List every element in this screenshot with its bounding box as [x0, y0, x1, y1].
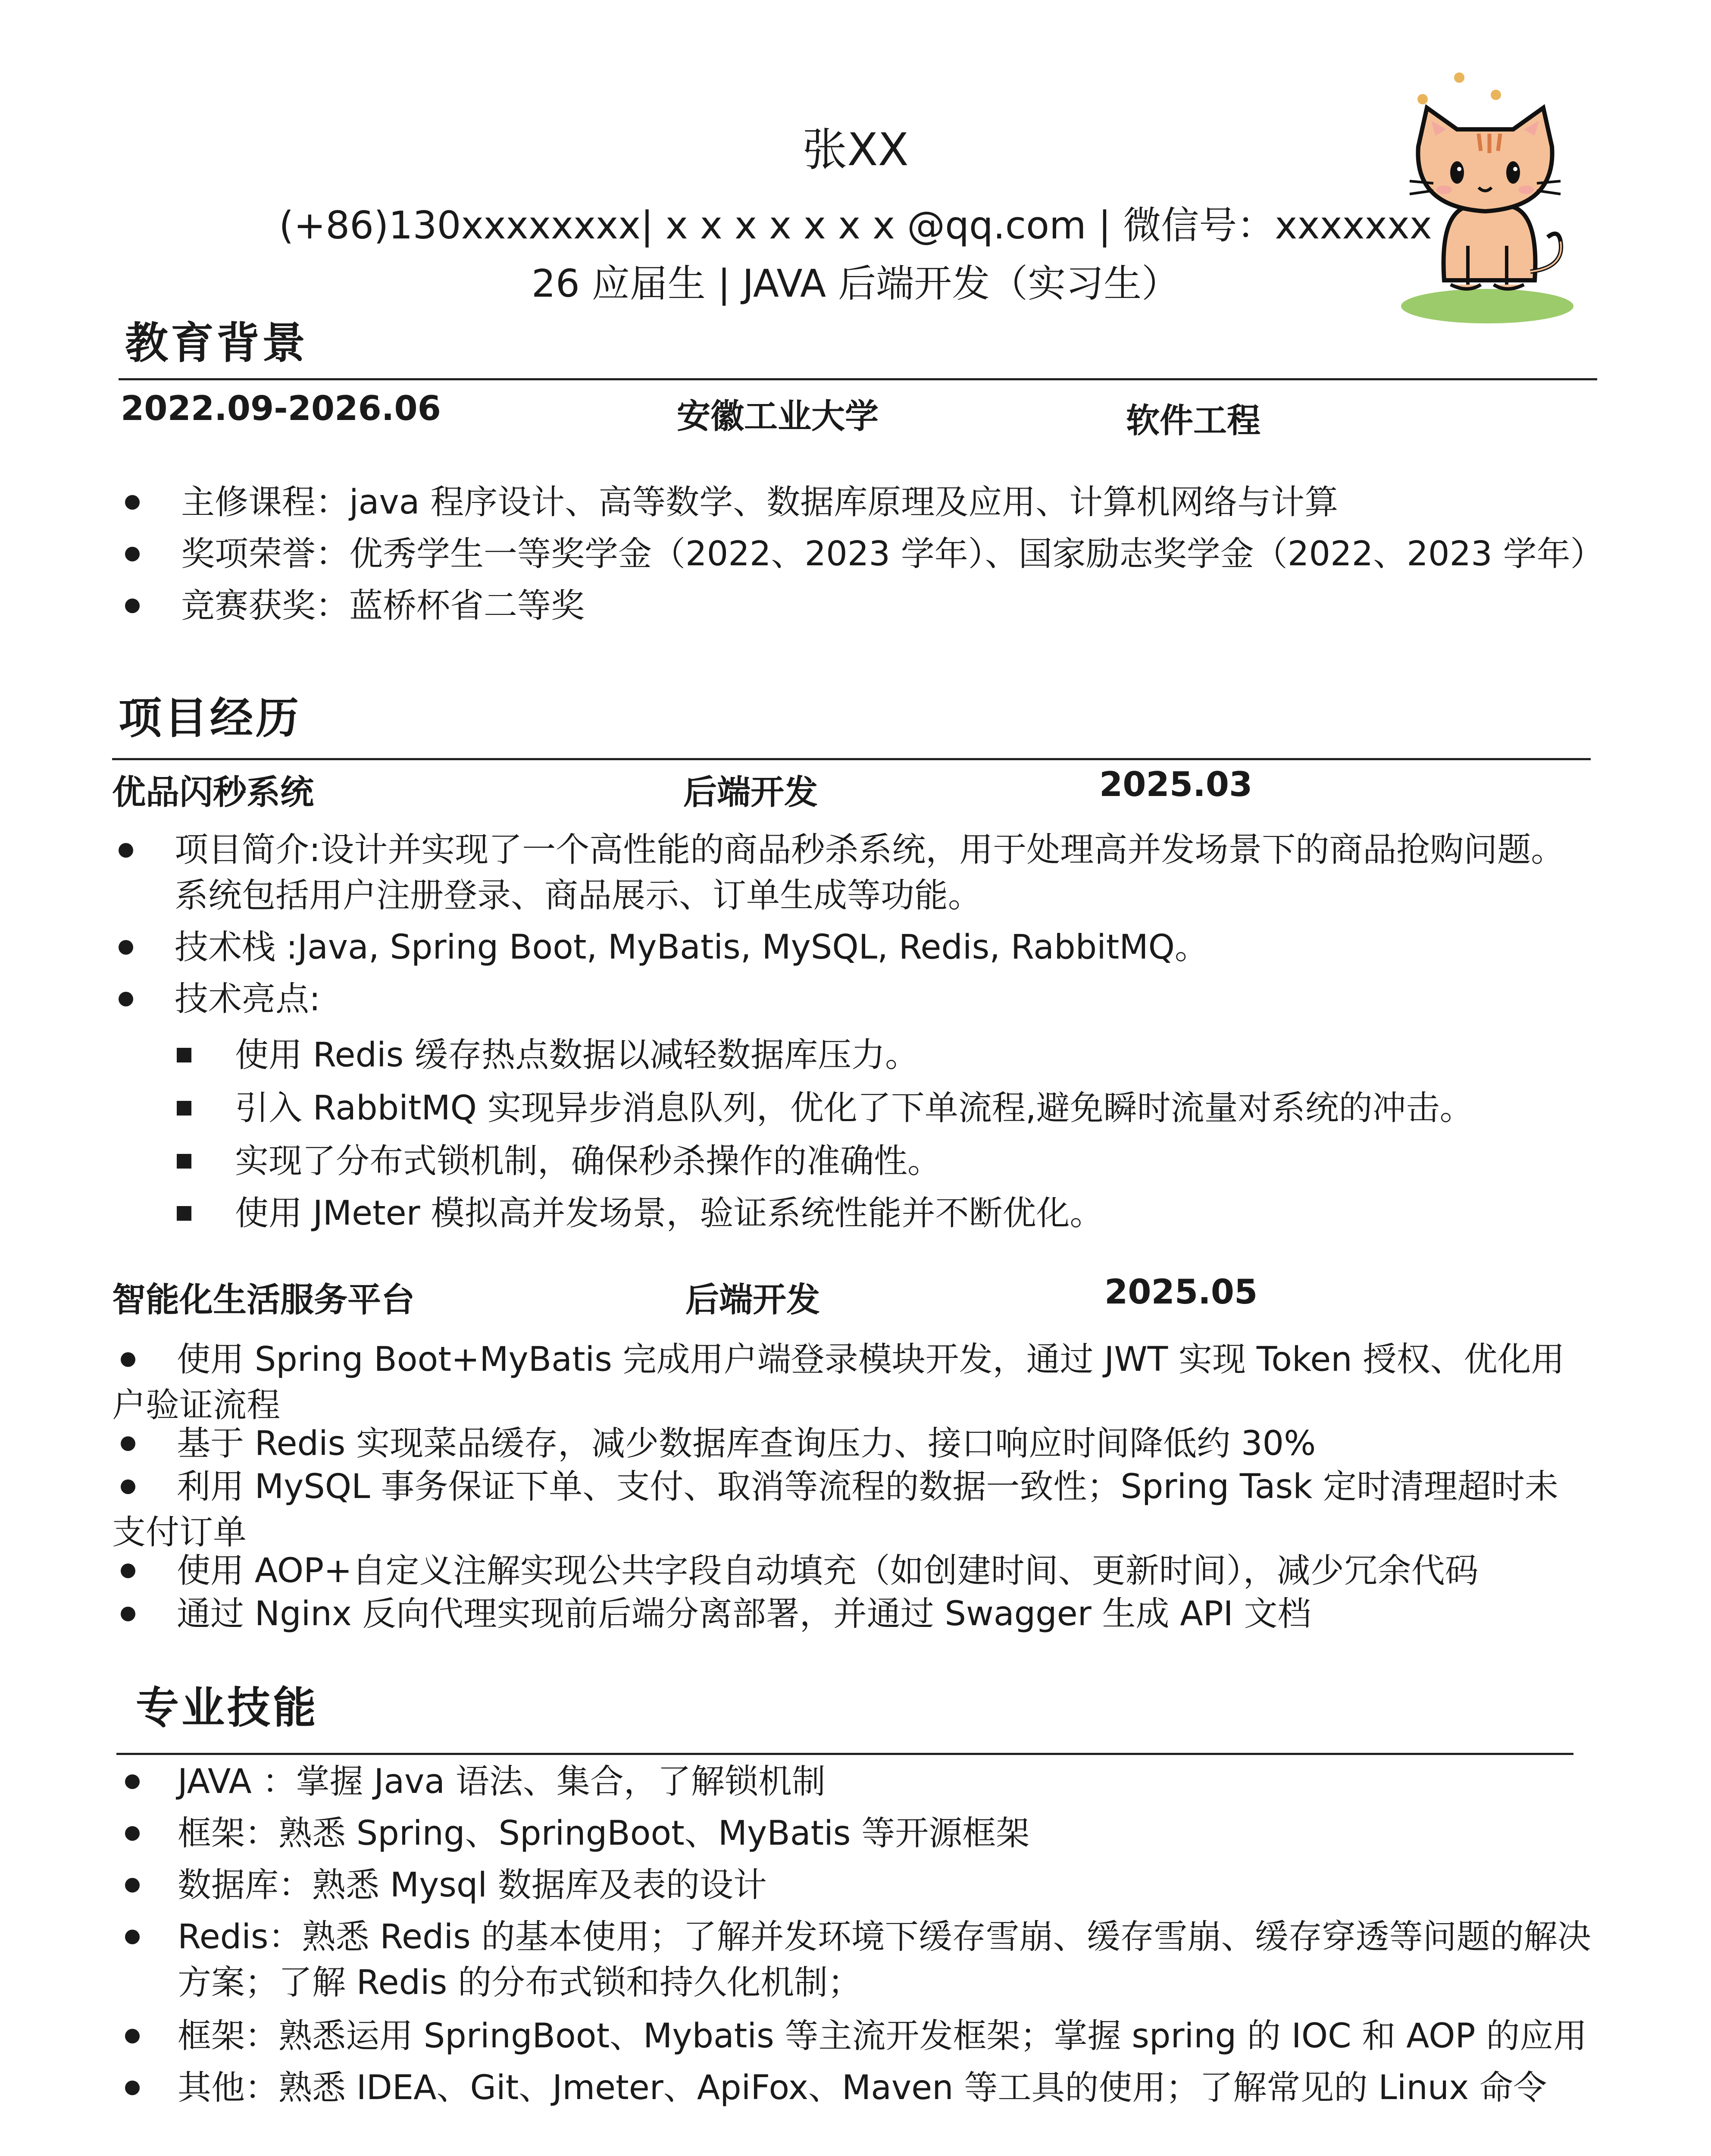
project-item-text: 使用 AOP+自定义注解实现公共字段自动填充（如创建时间、更新时间），减少冗余代码	[177, 1551, 1479, 1590]
education-major: 软件工程	[1126, 401, 1261, 440]
bullet-icon	[119, 843, 133, 858]
bullet-icon	[125, 2029, 140, 2043]
project-item	[112, 1421, 1578, 1467]
project-stack: 技术栈 :Java, Spring Boot, MyBatis, MySQL, Redis, RabbitMQ。	[175, 928, 1209, 967]
job-status: 26 应届生 | JAVA 后端开发（实习生）	[531, 261, 1180, 306]
project-item-text: 基于 Redis 实现菜品缓存，减少数据库查询压力、接口响应时间降低约 30%	[177, 1424, 1316, 1463]
skill-item: Redis：熟悉 Redis 的基本使用；了解并发环境下缓存雪崩、缓存雪崩、缓存穿透等问题的解决方案；了解 Redis 的分布式锁和持久化机制；	[178, 1918, 1591, 2002]
project-item	[112, 1464, 1578, 1555]
project-item	[112, 1548, 1578, 1594]
bullet-icon	[125, 1930, 140, 1944]
highlight-item: 引入 RabbitMQ 实现异步消息队列，优化了下单流程,避免瞬时流量对系统的冲击。	[235, 1089, 1473, 1128]
bullet-icon	[121, 1564, 135, 1578]
project-item-text: 通过 Nginx 反向代理实现前后端分离部署，并通过 Swagger 生成 API 文档	[177, 1595, 1311, 1633]
section-title-skills: 专业技能	[136, 1683, 319, 1733]
square-bullet-icon	[177, 1154, 191, 1169]
education-period: 2022.09-2026.06	[121, 389, 441, 428]
square-bullet-icon	[177, 1048, 191, 1062]
bullet-icon	[125, 1826, 140, 1841]
skill-item: 框架：熟悉运用 SpringBoot、Mybatis 等主流开发框架；掌握 spring 的 IOC 和 AOP 的应用	[178, 2017, 1587, 2056]
project-highlights-label: 技术亮点:	[175, 980, 321, 1018]
section-divider	[112, 758, 1591, 760]
bullet-icon	[125, 547, 140, 561]
bullet-icon	[121, 1352, 135, 1367]
section-title-campus	[136, 2154, 319, 2156]
bullet-icon	[125, 1878, 140, 1893]
contact-info: (+86)130xxxxxxxx| x x x x x x x @qq.com | 微信号：xxxxxxx	[279, 203, 1432, 248]
bullet-icon	[121, 1479, 135, 1494]
section-divider	[116, 1753, 1573, 1755]
highlight-item: 使用 JMeter 模拟高并发场景，验证系统性能并不断优化。	[235, 1194, 1104, 1233]
cartoon-cat-icon	[1392, 65, 1582, 323]
section-title-education: 教育背景	[125, 318, 308, 368]
skill-item: 其他：熟悉 IDEA、Git、Jmeter、ApiFox、Maven 等工具的使用；了解常见的 Linux 命令	[178, 2068, 1547, 2107]
avatar	[1392, 65, 1582, 323]
education-item: 主修课程：java 程序设计、高等数学、数据库原理及应用、计算机网络与计算	[181, 483, 1339, 522]
bullet-icon	[121, 1436, 135, 1451]
project-item	[112, 1337, 1578, 1428]
section-title-projects: 项目经历	[119, 693, 301, 743]
bullet-icon	[125, 495, 140, 510]
project-item-text: 使用 Spring Boot+MyBatis 完成用户端登录模块开发，通过 JWT 实现 Token 授权、优化用户验证流程	[112, 1340, 1565, 1425]
education-item: 竞赛获奖：蓝桥杯省二等奖	[181, 586, 585, 625]
highlight-item: 使用 Redis 缓存热点数据以减轻数据库压力。	[235, 1036, 919, 1075]
project-intro: 项目简介:设计并实现了一个高性能的商品秒杀系统，用于处理高并发场景下的商品抢购问题。系统包括用户注册登录、商品展示、订单生成等功能。	[175, 830, 1565, 915]
project-name: 优品闪秒系统	[112, 773, 314, 812]
bullet-icon	[125, 1774, 140, 1789]
project-item	[112, 1591, 1578, 1637]
skill-item: 数据库：熟悉 Mysql 数据库及表的设计	[178, 1866, 767, 1905]
highlight-item: 实现了分布式锁机制，确保秒杀操作的准确性。	[235, 1142, 942, 1181]
project-date: 2025.05	[1104, 1273, 1258, 1312]
project-role: 后端开发	[685, 1281, 820, 1319]
project-name: 智能化生活服务平台	[112, 1281, 415, 1319]
skill-item: 框架：熟悉 Spring、SpringBoot、MyBatis 等开源框架	[178, 1814, 1030, 1853]
education-item: 奖项荣誉：优秀学生一等奖学金（2022、2023 学年）、国家励志奖学金（2022、2023 学年）	[181, 535, 1604, 573]
square-bullet-icon	[177, 1206, 191, 1221]
bullet-icon	[125, 2081, 140, 2095]
square-bullet-icon	[177, 1101, 191, 1116]
bullet-icon	[119, 940, 133, 955]
candidate-name: 张XX	[802, 123, 909, 176]
section-divider	[119, 378, 1597, 380]
bullet-icon	[119, 992, 133, 1006]
project-item-text: 利用 MySQL 事务保证下单、支付、取消等流程的数据一致性；Spring Task 定时清理超时未支付订单	[112, 1467, 1559, 1552]
skill-item: JAVA ：掌握 Java 语法、集合，了解锁机制	[178, 1762, 826, 1801]
bullet-icon	[121, 1607, 135, 1621]
education-school: 安徽工业大学	[677, 397, 879, 436]
project-date: 2025.03	[1099, 765, 1253, 804]
bullet-icon	[125, 599, 140, 613]
project-role: 后端开发	[683, 773, 818, 812]
